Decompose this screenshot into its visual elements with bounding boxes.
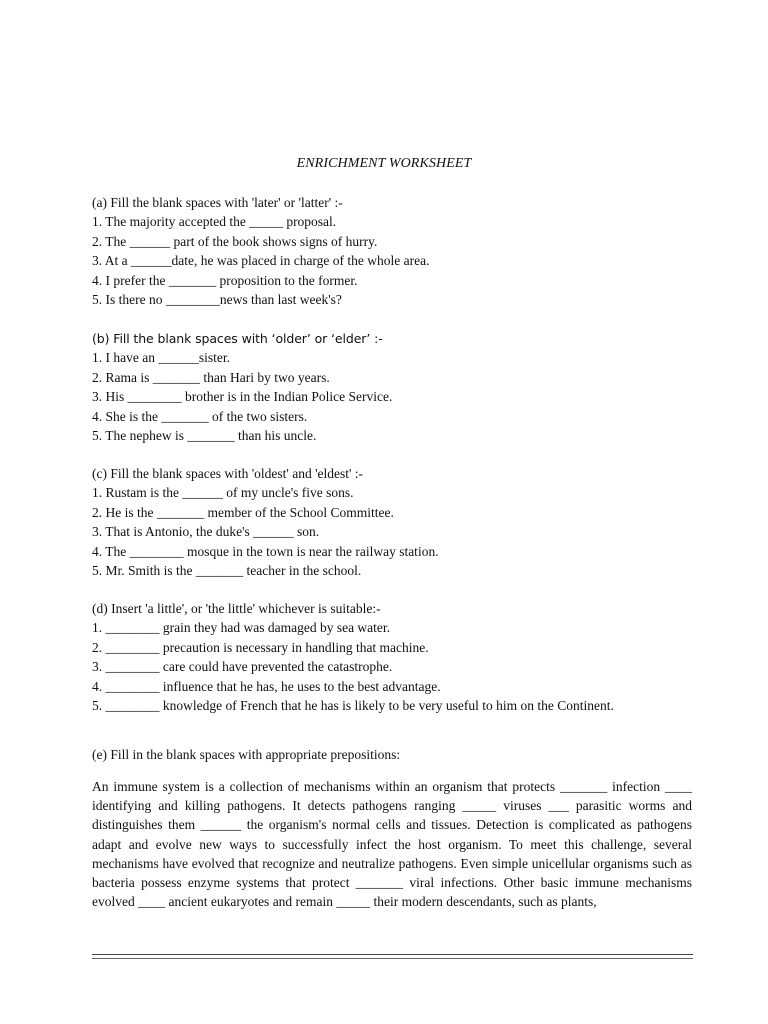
question-item: 1. The majority accepted the _____ proposal. [92,214,337,230]
question-item: 4. She is the _______ of the two sisters. [92,408,308,424]
question-item: 4. ________ influence that he has, he uses to the best advantage. [92,678,441,694]
section-heading: (a) Fill the blank spaces with 'later' or 'latter' :- [92,195,343,210]
question-item: 3. ________ care could have prevented the catastrophe. [92,659,393,675]
page-title: ENRICHMENT WORKSHEET [296,156,472,171]
question-item: 4. The ________ mosque in the town is near the railway station. [92,543,439,559]
section-b [92,329,702,445]
question-item: 2. The ______ part of the book shows signs of hurry. [92,233,378,249]
section-a [92,193,702,309]
section-d [92,599,702,715]
question-item: 2. ________ precaution is necessary in handling that machine. [92,639,429,655]
question-item: 3. At a ______date, he was placed in charge of the whole area. [92,253,430,269]
question-item: 1. I have an ______sister. [92,350,230,366]
section-e-heading: (e) Fill in the blank spaces with appropriate prepositions: [92,747,401,762]
footer-rule-inner [92,958,693,959]
section-heading: (d) Insert 'a little', or 'the little' whichever is suitable:- [92,601,381,616]
question-item: 1. Rustam is the ______ of my uncle's five sons. [92,485,354,501]
question-item: 5. Is there no ________news than last week's? [92,291,342,307]
question-item: 3. His ________ brother is in the Indian Police Service. [92,389,393,405]
question-item: 3. That is Antonio, the duke's ______ son. [92,524,320,540]
question-item: 1. ________ grain they had was damaged by sea water. [92,620,391,636]
section-heading: (b) Fill the blank spaces with ‘older’ or ‘elder’ :- [92,331,383,346]
question-item: 5. The nephew is _______ than his uncle. [92,427,317,443]
question-item: 4. I prefer the _______ proposition to the former. [92,272,358,288]
question-item: 5. ________ knowledge of French that he has is likely to be very useful to him on the Continent. [92,697,614,713]
section-c [92,464,702,580]
section-heading: (c) Fill the blank spaces with 'oldest' and 'eldest' :- [92,466,364,481]
footer-rule [92,954,693,955]
question-item: 5. Mr. Smith is the _______ teacher in the school. [92,562,362,578]
section-e-paragraph: An immune system is a collection of mechanisms within an organism that protects _______ infection ____ identifying and killing pathogens. It detects pathogens ranging _____ viruses ___ parasitic worms and distinguishes them ______ the organism's normal cells and tissues. Detection is complicated as pathogens adapt and evolve new ways to successfully infect the host organism. To meet this challenge, several mechanisms have evolved that recognize and neutralize pathogens. Even simple unicellular organisms such as bacteria possess enzyme systems that protect _______ viral infections. Other basic immune mechanisms evolved ____ ancient eukaryotes and remain _____ their modern descendants, such as plants, [92,779,692,910]
question-item: 2. He is the _______ member of the School Committee. [92,504,394,520]
question-item: 2. Rama is _______ than Hari by two years. [92,369,330,385]
